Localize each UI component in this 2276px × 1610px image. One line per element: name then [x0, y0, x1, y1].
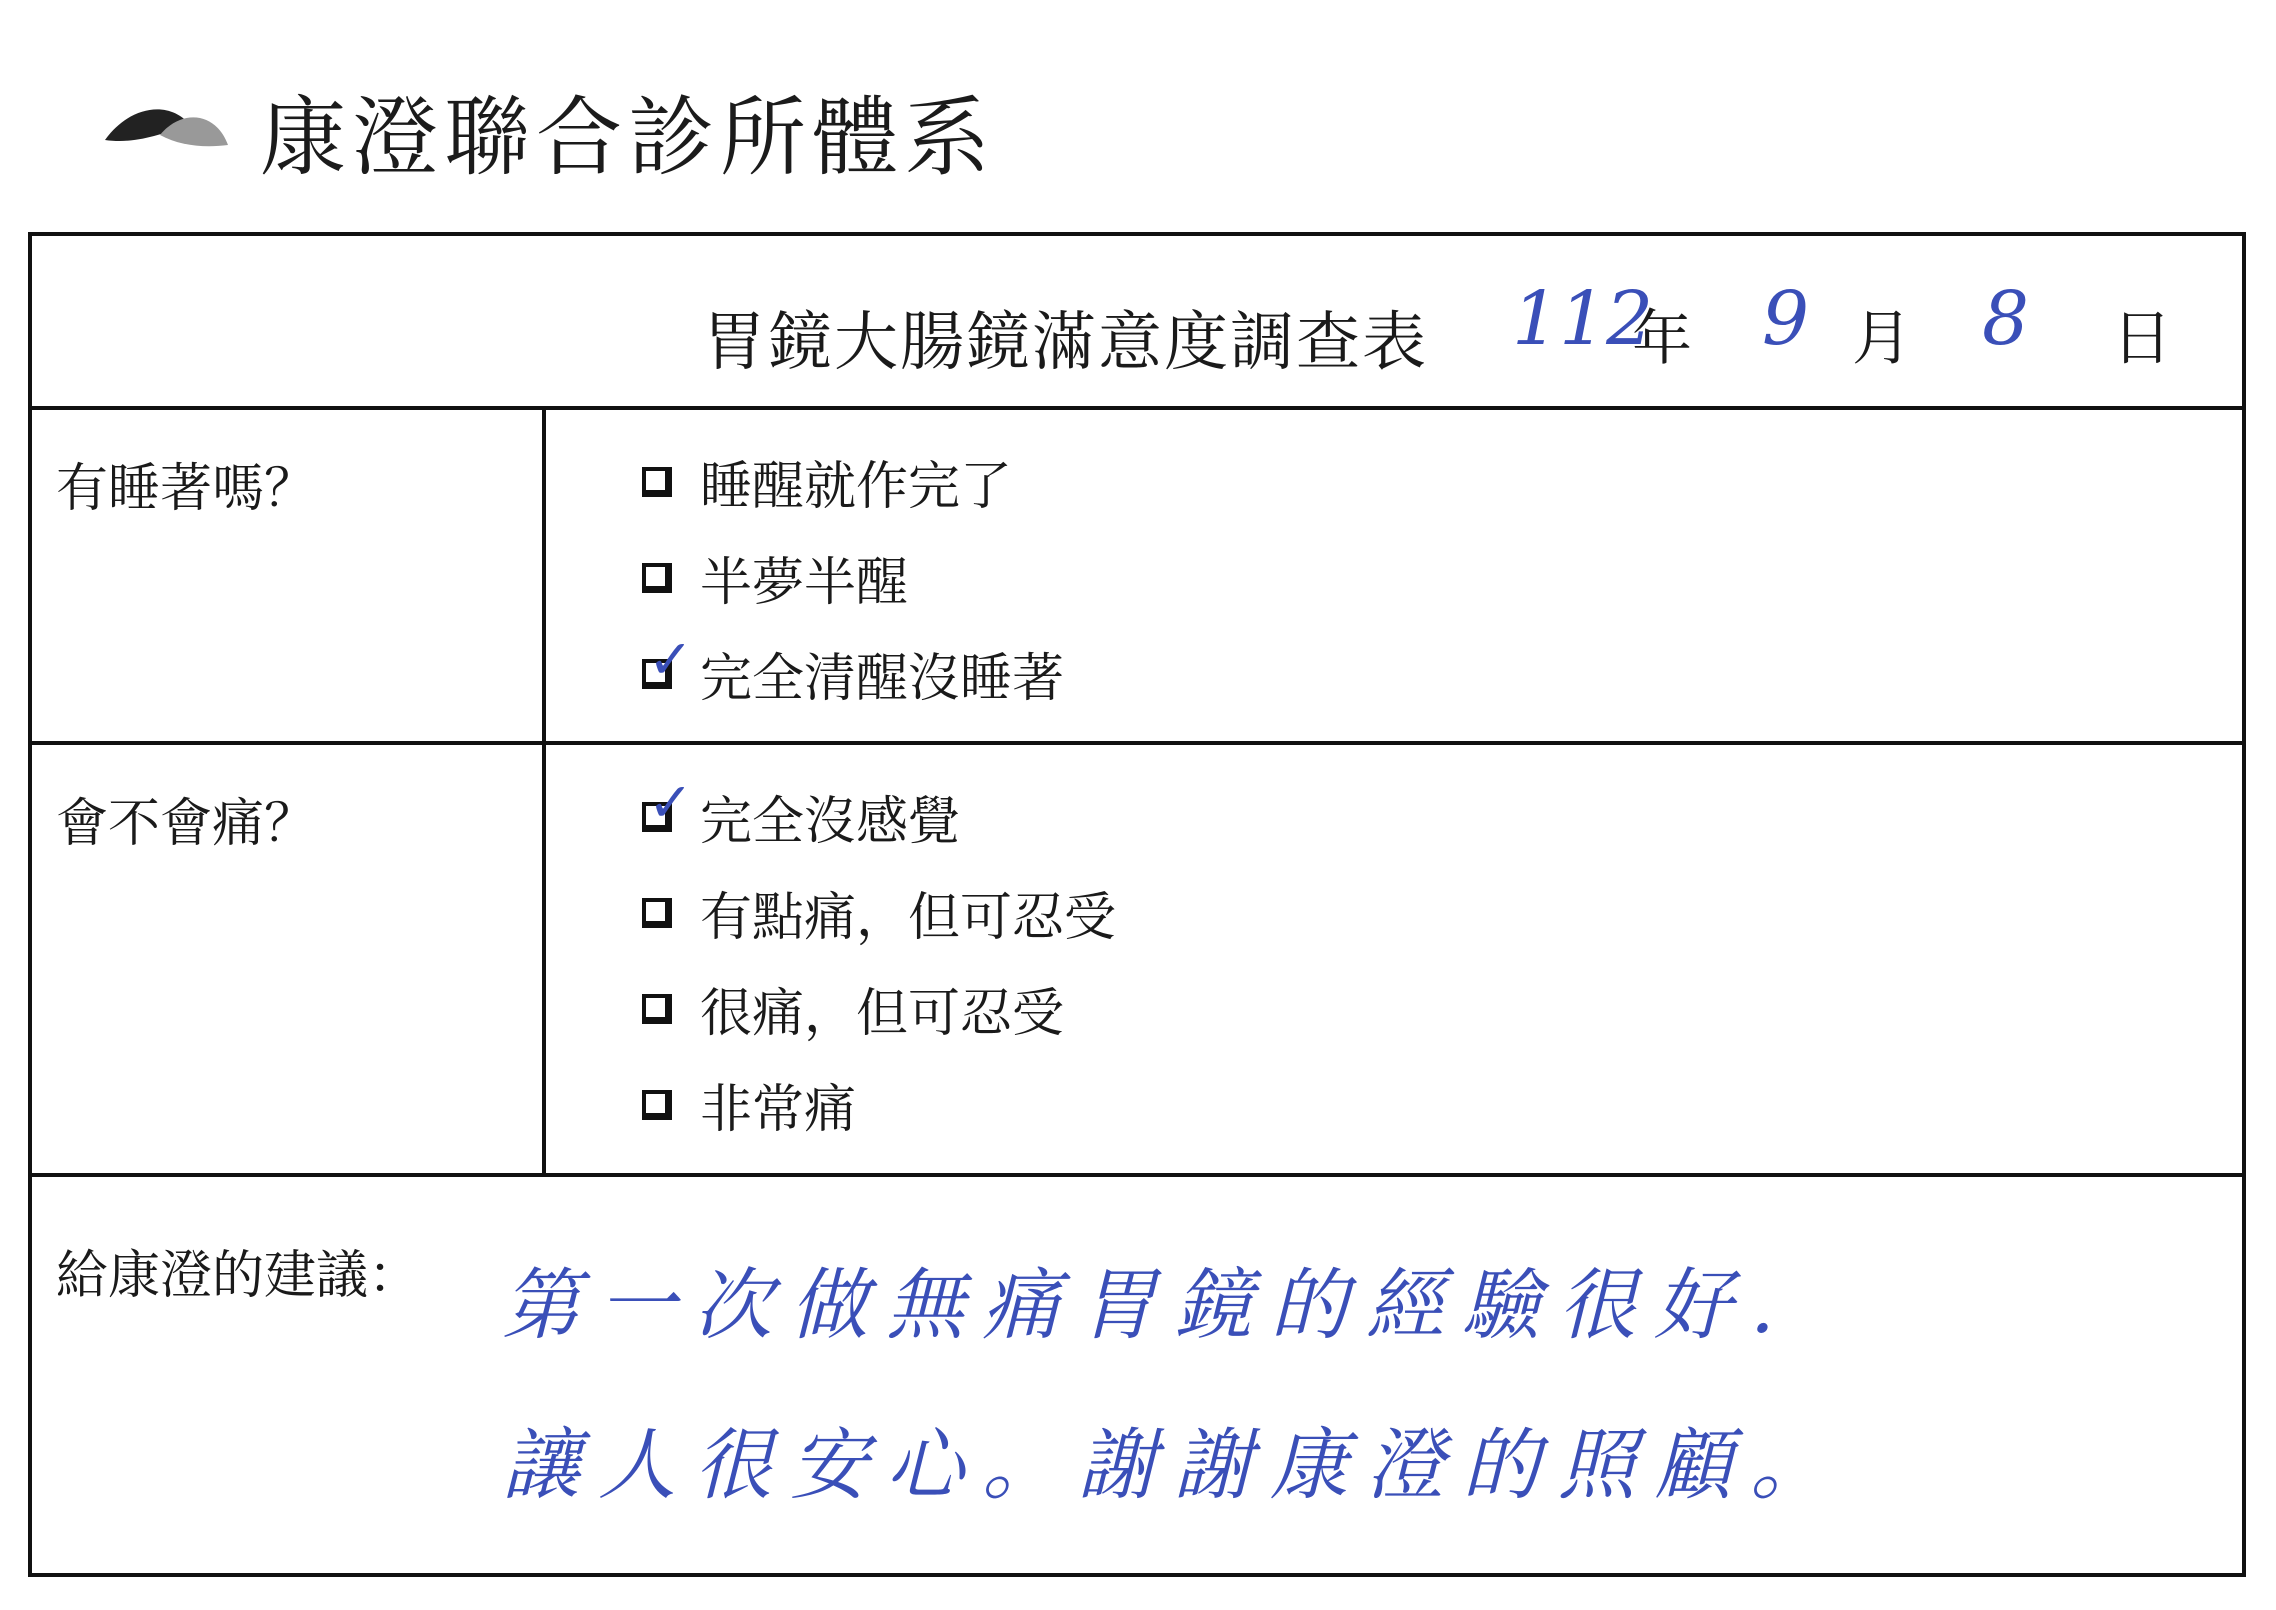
check-mark-icon: ✓ — [648, 627, 694, 691]
checkbox[interactable] — [642, 563, 672, 593]
pain-option-2[interactable] — [642, 875, 1116, 950]
option-label: 非常痛 — [700, 1080, 857, 1140]
sleep-option-2[interactable] — [642, 540, 908, 615]
option-label: 有點痛，但可忍受 — [700, 888, 1117, 948]
suggestion-label: 給康澄的建議： — [56, 1246, 421, 1306]
sleep-option-1[interactable] — [642, 444, 1012, 519]
title-row — [32, 236, 2242, 410]
checkbox[interactable] — [642, 898, 672, 928]
suggestion-row — [32, 1173, 2242, 1577]
question-sleep-row — [32, 406, 2242, 745]
option-label: 完全沒感覺 — [700, 792, 961, 852]
pain-option-1[interactable] — [642, 770, 961, 854]
sleep-option-3[interactable] — [642, 627, 1065, 711]
day-label: 日 — [2112, 304, 2172, 374]
checkbox-checked[interactable] — [642, 627, 694, 691]
column-divider — [542, 741, 546, 1173]
form-title: 胃鏡大腸鏡滿意度調查表 — [702, 306, 1428, 380]
leaf-logo-icon — [100, 100, 230, 160]
checkbox[interactable] — [642, 1090, 672, 1120]
question-pain-row — [32, 741, 2242, 1177]
question-pain-label: 會不會痛？ — [56, 794, 317, 854]
option-label: 完全清醒沒睡著 — [700, 649, 1065, 709]
option-label: 睡醒就作完了 — [700, 457, 1013, 517]
option-label: 半夢半醒 — [700, 553, 909, 613]
clinic-name: 康澄聯合診所體系 — [260, 88, 996, 188]
month-value: 9 — [1762, 276, 1810, 362]
suggestion-line-2: 讓人很安心。謝謝康澄的照顧。 — [502, 1421, 1847, 1511]
year-value: 112 — [1512, 276, 1654, 362]
clinic-header — [100, 70, 996, 190]
year-label: 年 — [1632, 304, 1692, 374]
day-value: 8 — [1982, 276, 2030, 362]
pain-option-3[interactable] — [642, 971, 1064, 1046]
column-divider — [542, 406, 546, 741]
question-sleep-label: 有睡著嗎？ — [56, 459, 317, 519]
checkbox[interactable] — [642, 994, 672, 1024]
pain-option-4[interactable] — [642, 1067, 856, 1142]
checkbox-checked[interactable] — [642, 770, 694, 834]
checkbox[interactable] — [642, 467, 672, 497]
suggestion-line-1: 第一次做無痛胃鏡的經驗很好. — [502, 1261, 1793, 1351]
survey-form — [28, 232, 2246, 1577]
check-mark-icon: ✓ — [648, 770, 694, 834]
option-label: 很痛，但可忍受 — [700, 984, 1065, 1044]
month-label: 月 — [1852, 304, 1912, 374]
